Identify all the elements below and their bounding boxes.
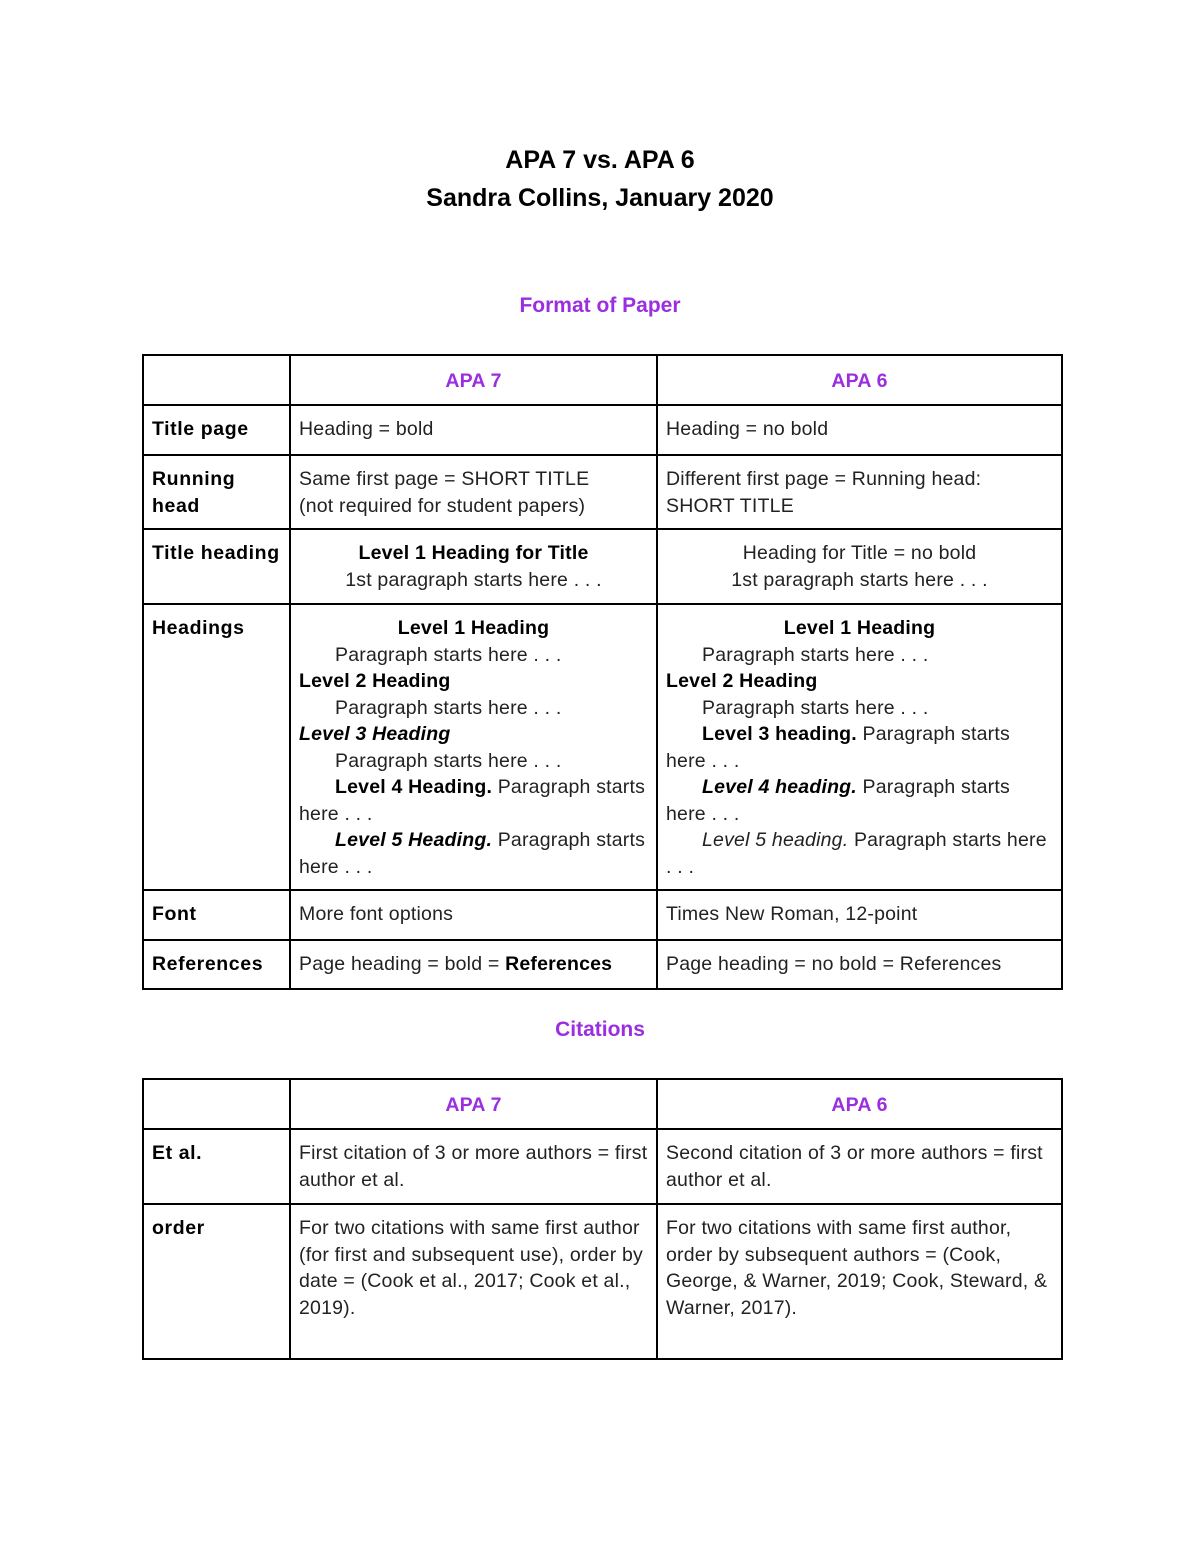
row-label-headings: Headings — [143, 604, 290, 890]
table-header-row — [143, 355, 1062, 405]
apa6-level3-heading: Level 3 heading. — [702, 723, 857, 745]
apa7-level3-heading: Level 3 Heading — [299, 723, 451, 745]
table-row — [143, 1204, 1062, 1359]
apa6-level5-heading: Level 5 heading. — [702, 829, 849, 851]
document-title — [0, 141, 1200, 217]
row-label-references: References — [143, 940, 290, 989]
running-head-apa7-line2: (not required for student papers) — [299, 494, 586, 517]
table-row — [143, 455, 1062, 529]
cell-font-apa7: More font options — [290, 890, 657, 940]
cell-running-head-apa7 — [290, 455, 657, 529]
cell-order-apa6: For two citations with same first author, order by subsequent authors = (Cook, George, & Warner, 2019; Cook, Steward, & Warner, 2017). — [657, 1204, 1062, 1359]
cell-references-apa7 — [290, 940, 657, 989]
header-empty-cell — [143, 1079, 290, 1129]
cell-et-al-apa6: Second citation of 3 or more authors = first author et al. — [657, 1129, 1062, 1204]
apa6-level3-paragraph — [666, 721, 1053, 774]
apa7-level5-paragraph — [299, 827, 648, 880]
table-row — [143, 1129, 1062, 1204]
table-row — [143, 529, 1062, 604]
apa7-paragraph-3: Paragraph starts here . . . — [335, 749, 562, 772]
row-label-font: Font — [143, 890, 290, 940]
cell-references-apa6: Page heading = no bold = References — [657, 940, 1062, 989]
title-heading-apa6-line1: Heading for Title = no bold — [742, 542, 977, 564]
references-apa7-prefix: Page heading = bold = — [299, 953, 506, 975]
row-label-title-page: Title page — [143, 405, 290, 455]
references-apa7-bold: References — [505, 953, 613, 975]
apa6-paragraph-5: Paragraph starts here . . . — [666, 829, 1047, 878]
citations-table — [142, 1078, 1063, 1360]
apa7-level1-heading: Level 1 Heading — [397, 617, 550, 639]
header-empty-cell — [143, 355, 290, 405]
table-row — [143, 405, 1062, 455]
cell-order-apa7: For two citations with same first author (for first and subsequent use), order by date = (Cook et al., 2017; Cook et al., 2019). — [290, 1204, 657, 1359]
cell-font-apa6: Times New Roman, 12-point — [657, 890, 1062, 940]
apa7-level4-heading: Level 4 Heading. — [335, 776, 493, 798]
apa6-level5-paragraph — [666, 827, 1053, 880]
apa7-paragraph-2: Paragraph starts here . . . — [335, 696, 562, 719]
column-header-apa7: APA 7 — [290, 355, 657, 405]
cell-running-head-apa6: Different first page = Running head: SHORT TITLE — [657, 455, 1062, 529]
column-header-apa7: APA 7 — [290, 1079, 657, 1129]
table-row — [143, 940, 1062, 989]
apa6-level2-heading: Level 2 Heading — [666, 670, 818, 692]
running-head-apa7-line1: Same first page = SHORT TITLE — [299, 468, 590, 490]
title-heading-apa6-line2: 1st paragraph starts here . . . — [731, 568, 988, 591]
apa7-paragraph-1: Paragraph starts here . . . — [335, 643, 562, 666]
apa7-level2-heading: Level 2 Heading — [299, 670, 451, 692]
apa6-level4-paragraph — [666, 774, 1053, 827]
row-label-order: order — [143, 1204, 290, 1359]
title-heading-apa7-line2: 1st paragraph starts here . . . — [345, 568, 602, 591]
title-line-1: APA 7 vs. APA 6 — [505, 146, 695, 174]
cell-title-heading-apa6 — [657, 529, 1062, 604]
apa6-paragraph-2: Paragraph starts here . . . — [702, 696, 929, 719]
table-row — [143, 890, 1062, 940]
row-label-title-heading: Title heading — [143, 529, 290, 604]
section-title-citations: Citations — [555, 1018, 645, 1041]
cell-et-al-apa7: First citation of 3 or more authors = first author et al. — [290, 1129, 657, 1204]
apa7-paragraph-4: Paragraph starts here . . . — [299, 776, 646, 825]
apa6-level1-heading: Level 1 Heading — [783, 617, 936, 639]
cell-title-page-apa6: Heading = no bold — [657, 405, 1062, 455]
row-label-et-al: Et al. — [143, 1129, 290, 1204]
table-row — [143, 604, 1062, 890]
cell-headings-apa7 — [290, 604, 657, 890]
apa7-level5-heading: Level 5 Heading. — [335, 829, 493, 851]
apa6-paragraph-4: Paragraph starts here . . . — [666, 776, 1010, 825]
apa6-paragraph-3: Paragraph starts here . . . — [666, 723, 1010, 772]
column-header-apa6: APA 6 — [657, 1079, 1062, 1129]
title-line-2: Sandra Collins, January 2020 — [426, 184, 774, 212]
apa6-paragraph-1: Paragraph starts here . . . — [702, 643, 929, 666]
cell-headings-apa6 — [657, 604, 1062, 890]
table-header-row — [143, 1079, 1062, 1129]
cell-title-page-apa7: Heading = bold — [290, 405, 657, 455]
format-table — [142, 354, 1063, 990]
column-header-apa6: APA 6 — [657, 355, 1062, 405]
apa7-paragraph-5: Paragraph starts here . . . — [299, 829, 646, 878]
row-label-running-head: Running head — [143, 455, 290, 529]
title-heading-apa7-line1: Level 1 Heading for Title — [358, 542, 589, 564]
apa7-level4-paragraph — [299, 774, 648, 827]
section-title-format: Format of Paper — [519, 294, 681, 317]
apa6-level4-heading: Level 4 heading. — [702, 776, 857, 798]
cell-title-heading-apa7 — [290, 529, 657, 604]
